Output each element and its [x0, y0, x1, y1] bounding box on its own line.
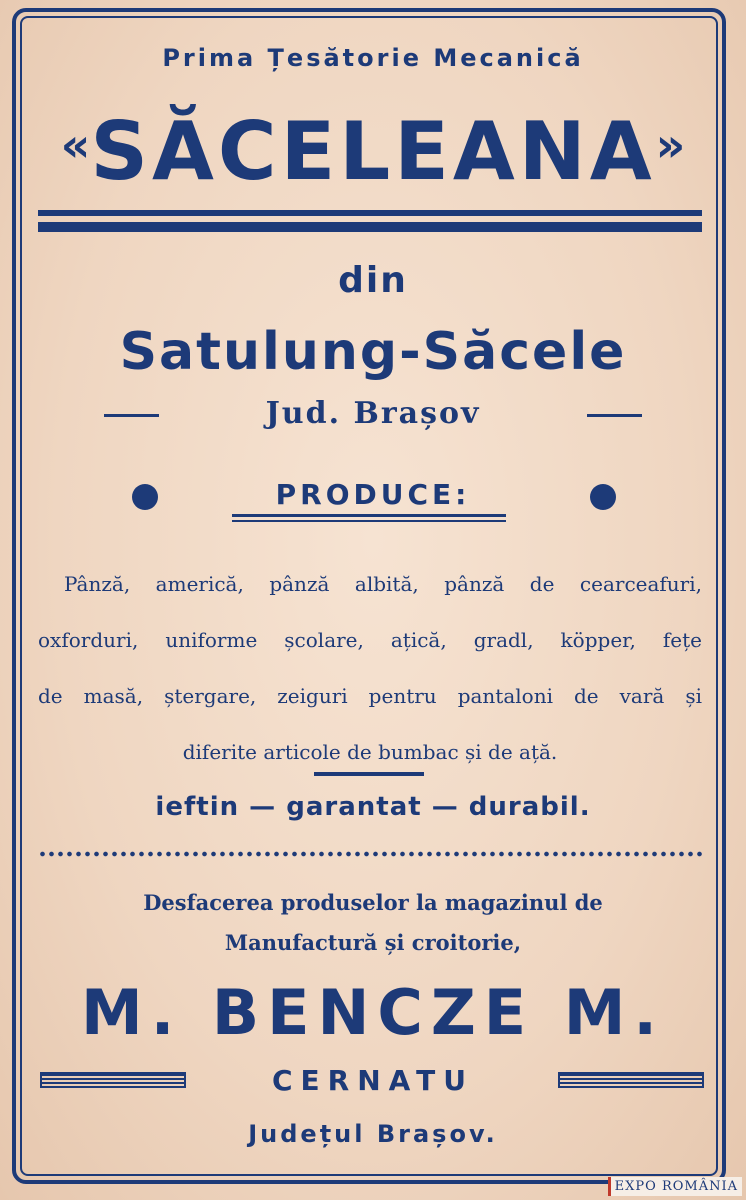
- sales-line-1: Desfacerea produselor la magazinul de: [143, 890, 603, 915]
- county-name: Jud. Brașov: [265, 396, 481, 431]
- separator-rule: [314, 772, 424, 776]
- company-type: Prima Țesătorie Mecanică: [162, 44, 584, 72]
- merchant-name: M. BENCZE M.: [81, 976, 665, 1049]
- products-line-3: de masă, ștergare, zeiguri pentru pantaloni de vară și: [38, 684, 702, 708]
- county-footer: Județul Brașov.: [248, 1120, 498, 1148]
- from-label: din: [338, 260, 408, 301]
- striped-bar-right: [558, 1072, 704, 1088]
- brand-rule-thick: [38, 222, 702, 232]
- dotted-divider: [38, 850, 702, 858]
- produce-underline: [232, 514, 506, 517]
- sales-line-2: Manufactură și croitorie,: [224, 930, 522, 955]
- watermark-logo: EXPO ROMÂNIA: [608, 1177, 742, 1196]
- products-paragraph: [38, 556, 702, 780]
- produce-heading: PRODUCE:: [275, 478, 471, 511]
- bullet-right: [590, 484, 616, 510]
- town-name: Satulung-Săcele: [119, 322, 627, 382]
- brand-name: SĂCELEANA: [90, 105, 656, 198]
- brand-title: [0, 105, 746, 198]
- produce-underline-2: [232, 520, 506, 522]
- products-line-2: oxforduri, uniforme școlare, ațică, gradl, köpper, fețe: [38, 628, 702, 652]
- products-line-1: Pânză, americă, pânză albită, pânză de cearceafuri,: [64, 572, 702, 596]
- locality-name: CERNATU: [271, 1064, 474, 1097]
- brand-rule-thin: [38, 210, 702, 216]
- products-line-4: diferite articole de bumbac și de ață.: [182, 740, 558, 764]
- county-dash-right: [587, 414, 642, 417]
- open-quote: «: [60, 118, 91, 172]
- close-quote: »: [655, 118, 686, 172]
- slogan: ieftin — garantat — durabil.: [155, 792, 591, 822]
